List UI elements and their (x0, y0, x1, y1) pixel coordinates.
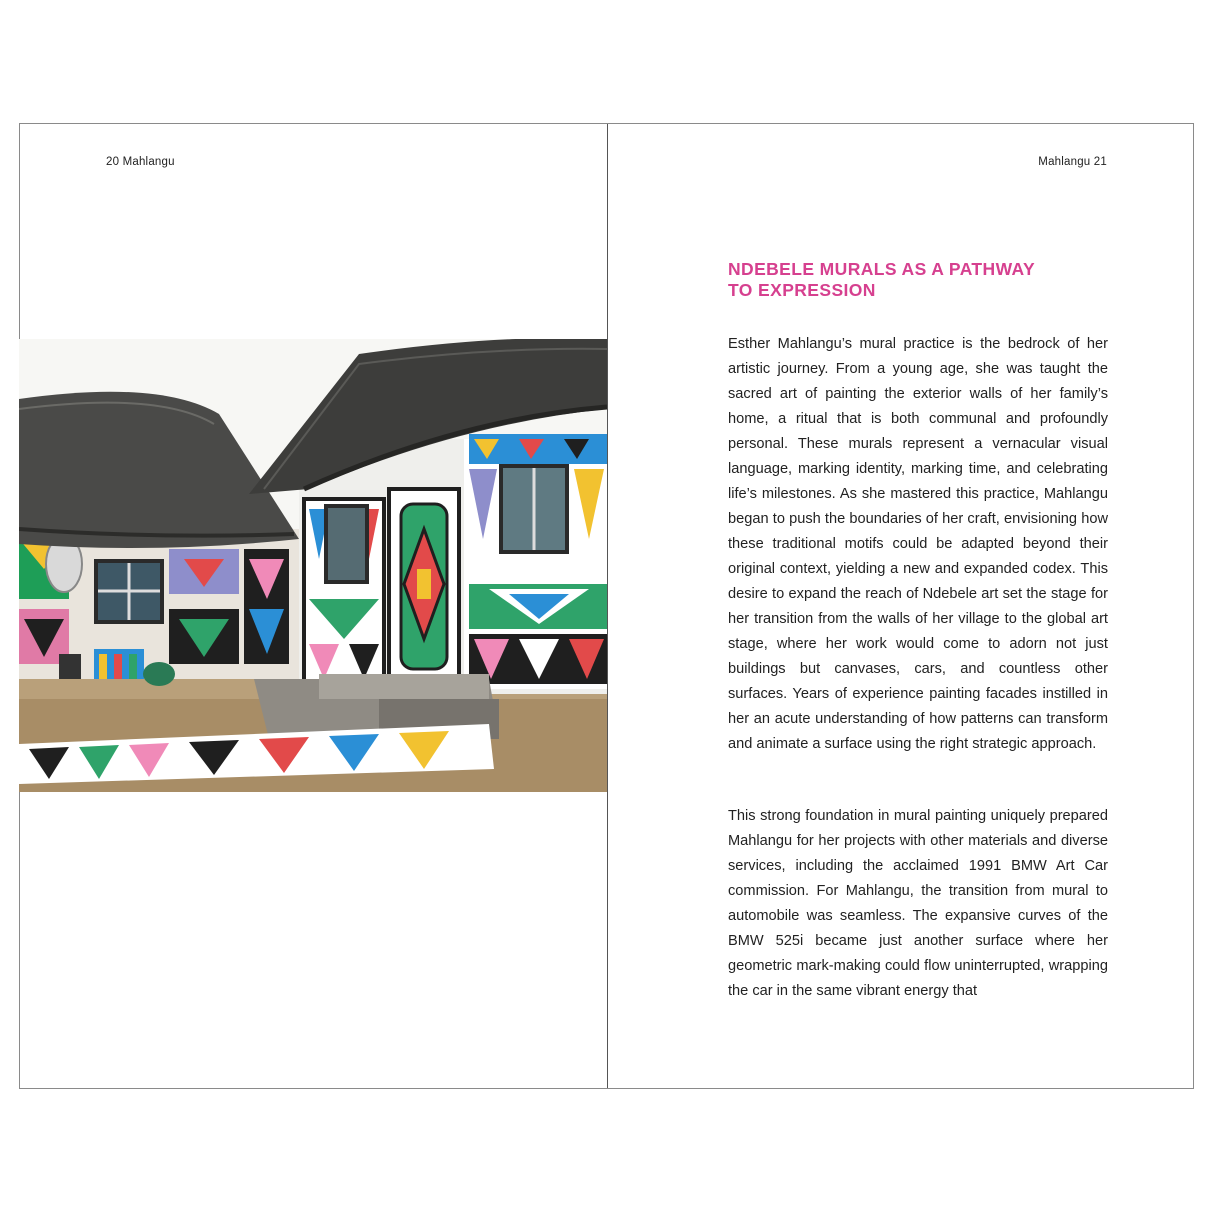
left-page (20, 124, 607, 1088)
book-spread (19, 123, 1194, 1089)
left-running-head: 20 Mahlangu (106, 156, 175, 168)
body-paragraph-2: This strong foundation in mural painting uniquely prepared Mahlangu for her projects with other materials and diverse services, including the acclaimed 1991 BMW Art Car commission. For Mahlangu, the transition from mural to automobile was seamless. The expansive curves of the BMW 525i became just another surface where her geometric mark-making could flow uninterrupted, wrapping the car in the same vibrant energy that (728, 808, 1108, 999)
section-heading: NDEBELE MURALS AS A PATHWAY TO EXPRESSION (728, 259, 1036, 300)
right-running-head: Mahlangu 21 (1038, 156, 1107, 168)
right-page (607, 124, 1193, 1088)
ndebele-houses-photo (19, 339, 607, 792)
body-paragraph-1: Esther Mahlangu’s mural practice is the bedrock of her artistic journey. From a young age, she was taught the sacred art of painting the exterior walls of her family’s home, a ritual that is both communal and profoundly personal. These murals represent a vernacular visual language, marking identity, marking time, and celebrating life’s milestones. As she mastered this practice, Mahlangu began to push the boundaries of her craft, envisioning how these traditional motifs could be adapted beyond their original context, yielding a new and expanded codex. This desire to expand the reach of Ndebele art set the stage for her transition from the walls of her village to the global art stage, where her work would come to adorn not just buildings but canvases, cars, and countless other surfaces. Years of experience painting facades instilled in her an acute understanding of how patterns can transform and animate a surface using the right strategic approach. (728, 336, 1108, 752)
